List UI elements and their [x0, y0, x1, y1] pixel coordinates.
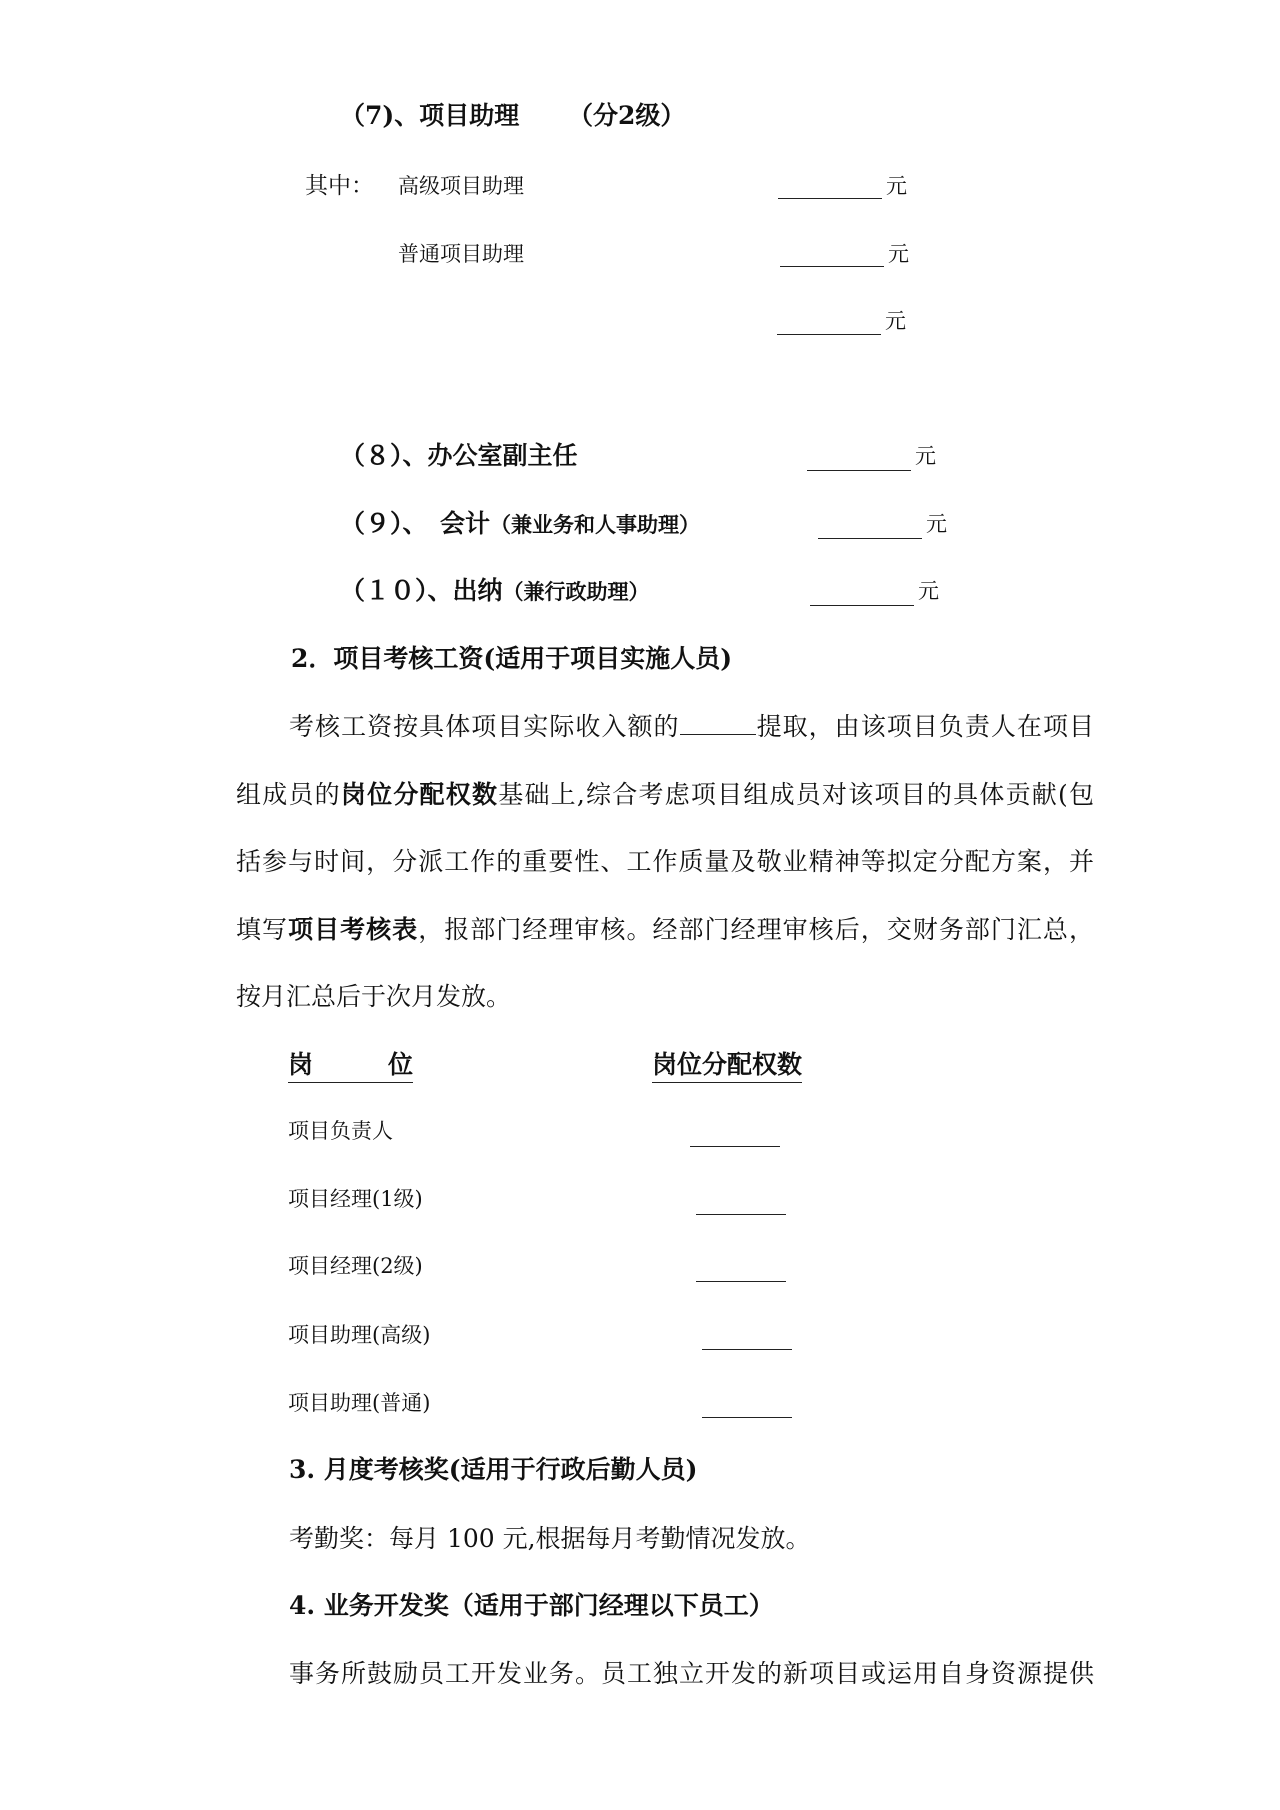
- position-10-name: （１０）、出纳: [340, 576, 503, 605]
- paragraph-line: 按月汇总后于次月发放。: [236, 982, 512, 1011]
- weight-blank[interactable]: [690, 1146, 780, 1147]
- amount-blank[interactable]: [818, 538, 922, 539]
- paragraph-line: [289, 712, 1094, 742]
- position-10-note: （兼行政助理）: [502, 579, 650, 604]
- weight-blank[interactable]: [696, 1281, 786, 1282]
- section-4-heading: 4. 业务开发奖（适用于部门经理以下员工）: [289, 1591, 774, 1620]
- header-text: 岗 位: [288, 1050, 413, 1083]
- item-label: 普通项目助理: [398, 242, 524, 266]
- table-row-label: 项目助理(高级): [288, 1323, 431, 1347]
- section-4-text: 事务所鼓励员工开发业务。员工独立开发的新项目或运用自身资源提供: [289, 1659, 1094, 1688]
- table-header-weight: [652, 1050, 802, 1083]
- bold-term: 岗位分配权数: [340, 780, 499, 809]
- amount-blank[interactable]: [810, 605, 914, 606]
- amount-blank[interactable]: [807, 470, 911, 471]
- bold-term: 项目考核表: [288, 915, 419, 944]
- table-row-label: 项目助理(普通): [288, 1391, 431, 1415]
- position-8-title: （８）、办公室副主任: [340, 441, 578, 470]
- unit-label: 元: [915, 444, 936, 468]
- text-segment: 组成员的: [236, 780, 341, 809]
- position-9-note: （兼业务和人事助理）: [490, 512, 701, 537]
- percentage-blank[interactable]: [680, 712, 756, 735]
- position-9-name: （９）、 会计: [340, 509, 491, 538]
- amount-blank[interactable]: [777, 334, 881, 335]
- text-segment: 考核工资按具体项目实际收入额的: [289, 712, 680, 741]
- header-text: 岗位分配权数: [652, 1050, 802, 1083]
- section-7-prefix: 其中：: [305, 173, 374, 199]
- text-segment: ，报部门经理审核。经部门经理审核后，交财务部门汇总，: [418, 915, 1094, 944]
- unit-label: 元: [918, 579, 939, 603]
- section-7-note: （分2级）: [567, 101, 686, 130]
- unit-label: 元: [885, 309, 906, 333]
- amount-blank[interactable]: [778, 198, 882, 199]
- section-7-title: [340, 101, 685, 131]
- unit-label: 元: [888, 242, 909, 266]
- paragraph-line: [236, 915, 1094, 945]
- paragraph-line: [236, 780, 1094, 810]
- item-label: 高级项目助理: [398, 174, 524, 198]
- text-segment: 填写: [236, 915, 289, 944]
- weight-blank[interactable]: [702, 1417, 792, 1418]
- text-segment: 基础上,综合考虑项目组成员对该项目的具体贡献(包: [498, 780, 1094, 809]
- unit-label: 元: [886, 174, 907, 198]
- position-10-title: [340, 576, 650, 607]
- paragraph-line: 括参与时间，分派工作的重要性、工作质量及敬业精神等拟定分配方案，并: [236, 847, 1094, 876]
- table-row-label: 项目负责人: [288, 1119, 393, 1143]
- table-header-position: [288, 1050, 413, 1083]
- table-row-label: 项目经理(2级): [288, 1254, 423, 1278]
- text-segment: 提取，由该项目负责人在项目: [755, 712, 1094, 741]
- weight-blank[interactable]: [696, 1214, 786, 1215]
- amount-blank[interactable]: [780, 266, 884, 267]
- position-9-title: [340, 509, 700, 540]
- table-row-label: 项目经理(1级): [288, 1187, 423, 1211]
- weight-blank[interactable]: [702, 1349, 792, 1350]
- section-3-text: 考勤奖：每月 100 元,根据每月考勤情况发放。: [289, 1524, 811, 1553]
- section-3-heading: 3. 月度考核奖(适用于行政后勤人员): [289, 1455, 698, 1484]
- section-2-heading: 2．项目考核工资(适用于项目实施人员): [291, 644, 733, 673]
- unit-label: 元: [926, 512, 947, 536]
- section-7-title-text: （7)、项目助理: [340, 101, 520, 130]
